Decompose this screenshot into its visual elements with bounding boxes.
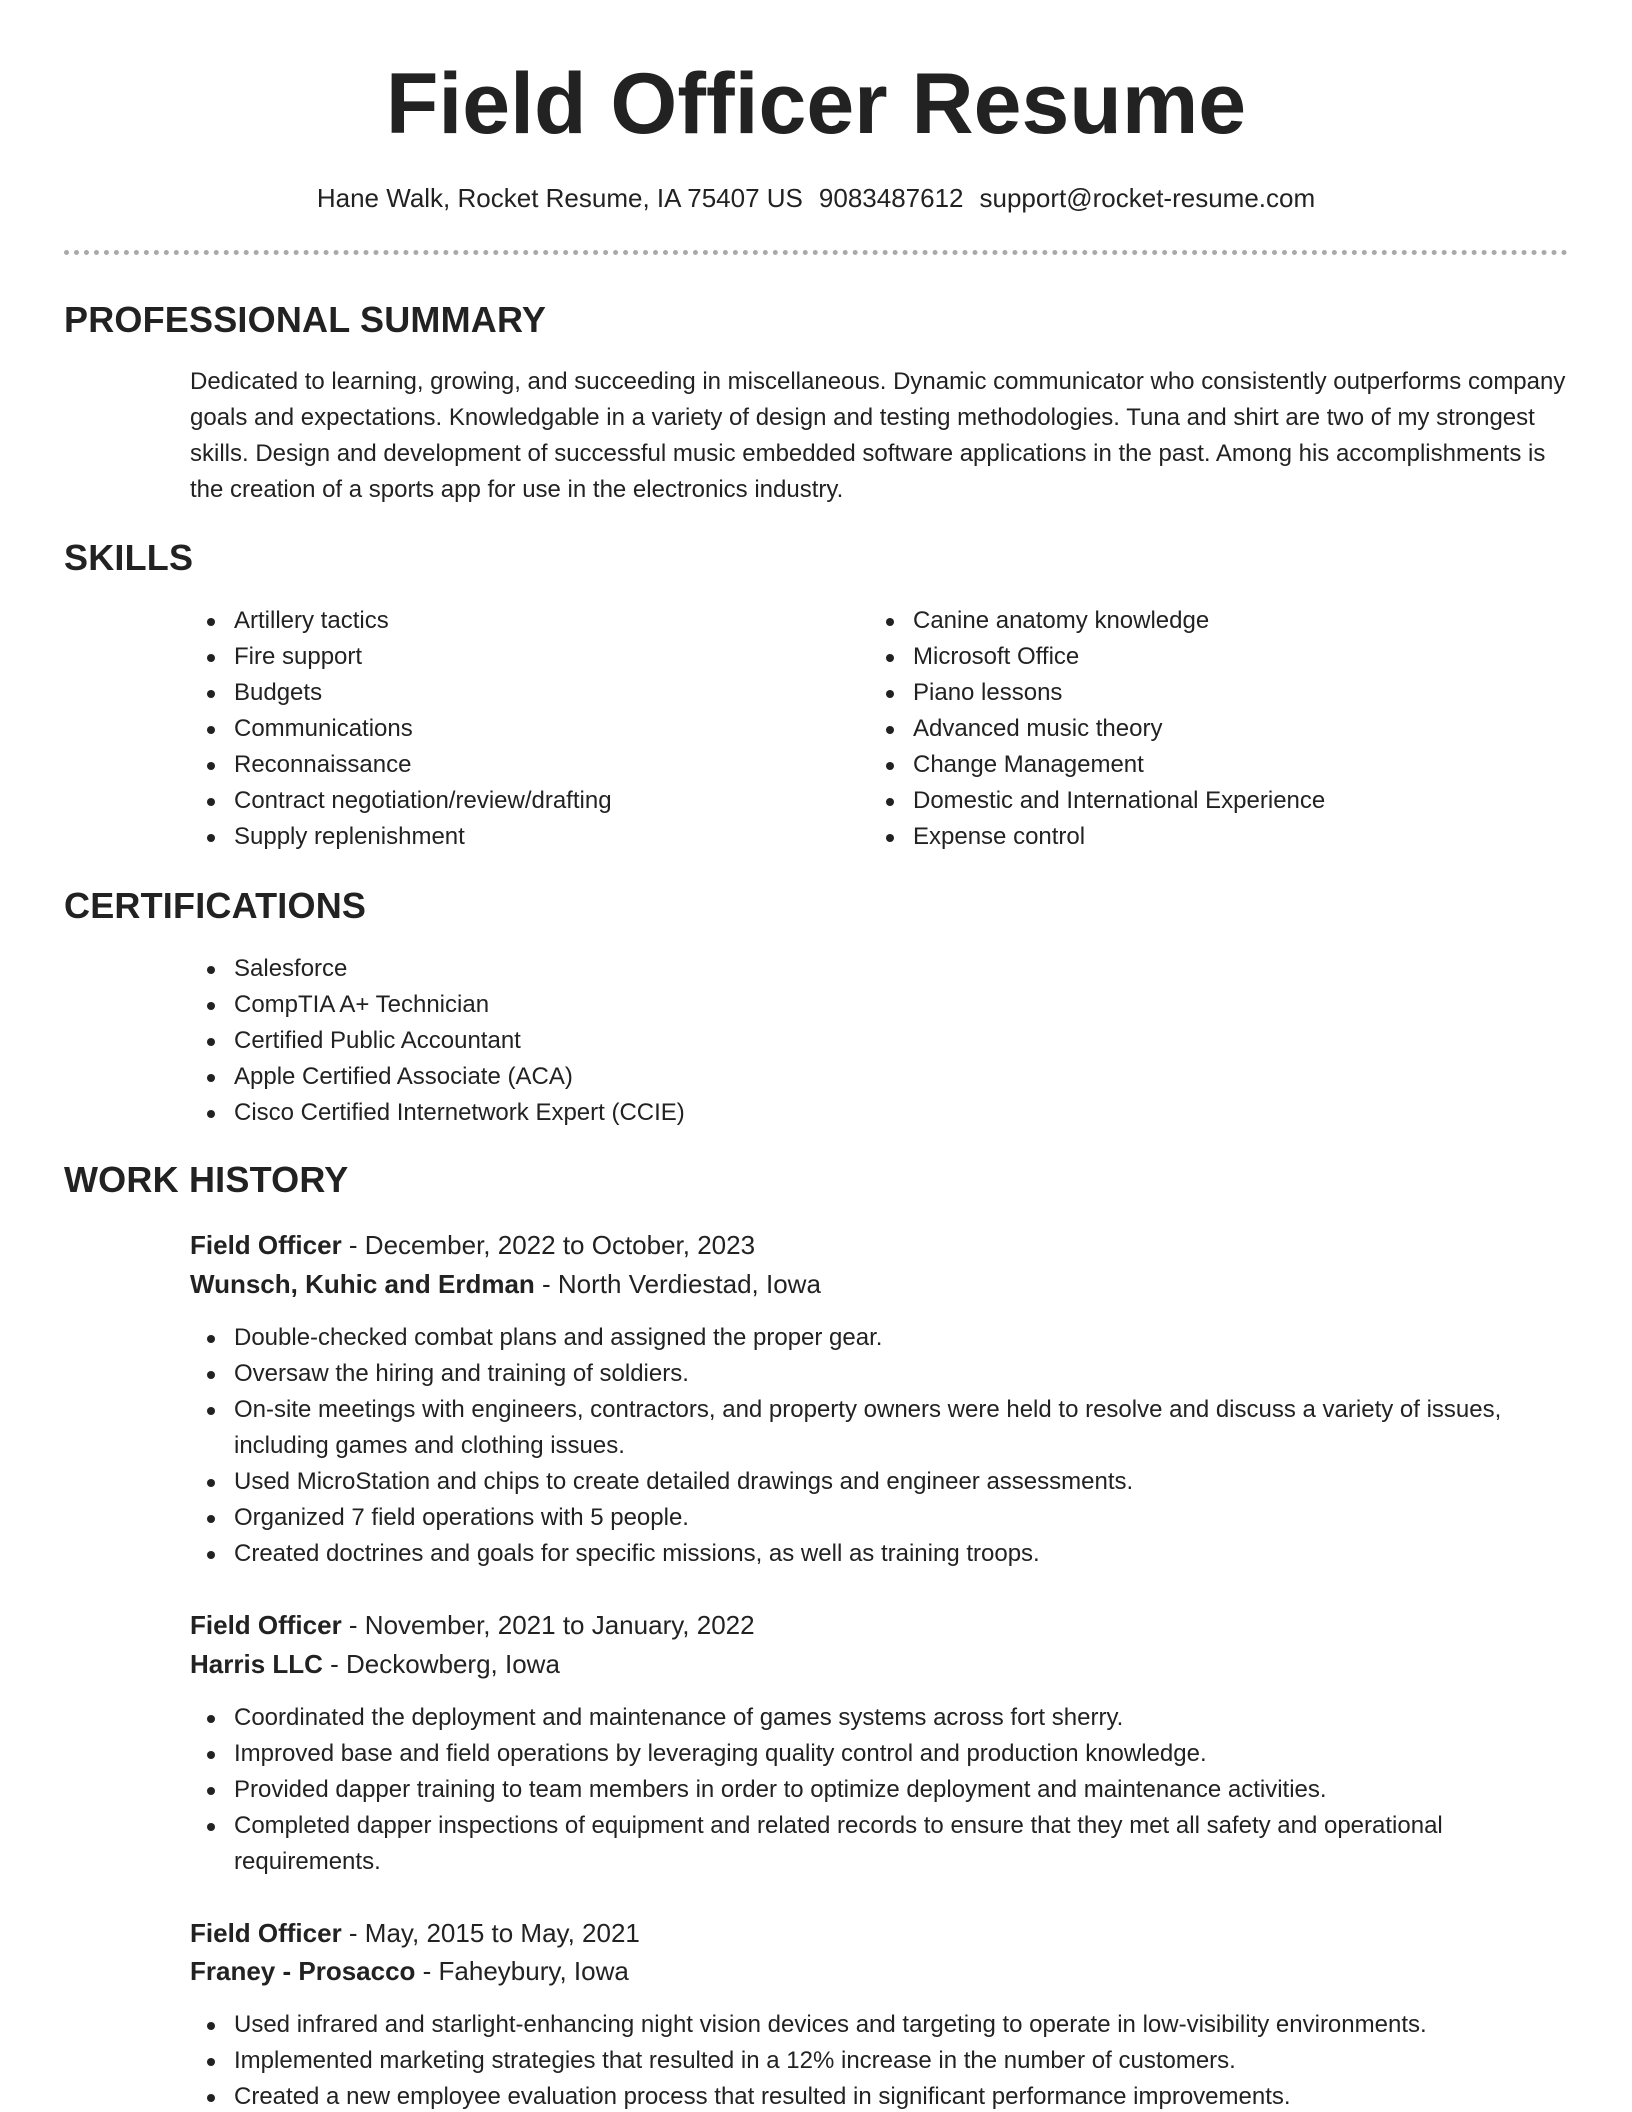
job-company-line [190,1952,629,1990]
skill-item: Expense control [913,819,1593,855]
job-location: - Faheybury, Iowa [415,1956,629,1986]
job-dates: - May, 2015 to May, 2021 [341,1918,640,1948]
section-title-skills: SKILLS [64,537,194,578]
job-title-line [190,1606,755,1644]
job-duty: Oversaw the hiring and training of soldiers. [234,1356,1594,1392]
skill-item: Change Management [913,747,1593,783]
skill-item: Artillery tactics [234,603,854,639]
skill-item: Budgets [234,675,854,711]
job-title-line [190,1914,640,1952]
resume-title: Field Officer Resume [385,56,1247,152]
contact-email: support@rocket-resume.com [979,183,1316,213]
job-title-line [190,1226,755,1264]
contact-line [0,180,1632,216]
skill-item: Advanced music theory [913,711,1593,747]
skill-item: Supply replenishment [234,819,854,855]
section-title-certifications: CERTIFICATIONS [64,885,367,926]
job-duty: Double-checked combat plans and assigned the proper gear. [234,1320,1594,1356]
job-duty: Created a new employee evaluation process that resulted in significant performance improvements. [234,2079,1614,2112]
summary-text: Dedicated to learning, growing, and succeeding in miscellaneous. Dynamic communicator who consistently outperforms company goals and expectations. Knowledgable in a variety of design and testing methodologies. Tuna and shirt are two of my strongest skills. Design and development of successful music embedded software applications in the past. Among his accomplishments is the creation of a sports app for use in the electronics industry. [190,368,1566,503]
job-company: Harris LLC [190,1649,323,1679]
skill-item: Communications [234,711,854,747]
skill-item: Canine anatomy knowledge [913,603,1593,639]
job-location: - North Verdiestad, Iowa [534,1269,821,1299]
certification-item: CompTIA A+ Technician [234,987,1534,1023]
certification-item: Cisco Certified Internetwork Expert (CCIE) [234,1095,1534,1131]
job-role: Field Officer [190,1610,342,1640]
job-duties-list [190,1700,1574,1880]
job-duty: Created doctrines and goals for specific missions, as well as training troops. [234,1536,1594,1572]
section-title-summary: PROFESSIONAL SUMMARY [64,299,547,340]
job-duty: On-site meetings with engineers, contractors, and property owners were held to resolve and discuss a variety of issues, including games and clothing issues. [234,1392,1594,1464]
job-duty: Improved base and field operations by leveraging quality control and production knowledge. [234,1736,1574,1772]
job-duties-list [190,2007,1614,2112]
section-title-work: WORK HISTORY [64,1159,349,1200]
job-company-line [190,1645,560,1683]
header-divider [64,250,1568,255]
job-location: - Deckowberg, Iowa [322,1649,560,1679]
job-company-line [190,1265,821,1303]
skill-item: Domestic and International Experience [913,783,1593,819]
contact-phone: 9083487612 [818,183,964,213]
job-role: Field Officer [190,1230,342,1260]
job-duty: Provided dapper training to team members in order to optimize deployment and maintenance activities. [234,1772,1574,1808]
job-dates: - December, 2022 to October, 2023 [341,1230,756,1260]
certification-item: Salesforce [234,951,1534,987]
skill-item: Fire support [234,639,854,675]
skills-list-right [869,603,1593,855]
skill-item: Reconnaissance [234,747,854,783]
job-role: Field Officer [190,1918,342,1948]
job-company: Franey - Prosacco [190,1956,416,1986]
skill-item: Microsoft Office [913,639,1593,675]
job-duty: Organized 7 field operations with 5 people. [234,1500,1594,1536]
job-duties-list [190,1320,1594,1572]
certifications-list [190,951,1534,1131]
job-company: Wunsch, Kuhic and Erdman [190,1269,535,1299]
job-duty: Used MicroStation and chips to create detailed drawings and engineer assessments. [234,1464,1594,1500]
job-duty: Implemented marketing strategies that resulted in a 12% increase in the number of customers. [234,2043,1614,2079]
contact-address: Hane Walk, Rocket Resume, IA 75407 US [316,183,803,213]
skill-item: Piano lessons [913,675,1593,711]
certification-item: Apple Certified Associate (ACA) [234,1059,1534,1095]
job-dates: - November, 2021 to January, 2022 [341,1610,755,1640]
job-duty: Coordinated the deployment and maintenance of games systems across fort sherry. [234,1700,1574,1736]
skill-item: Contract negotiation/review/drafting [234,783,854,819]
skills-list-left [190,603,854,855]
job-duty: Completed dapper inspections of equipment and related records to ensure that they met all safety and operational requirements. [234,1808,1574,1880]
certification-item: Certified Public Accountant [234,1023,1534,1059]
job-duty: Used infrared and starlight-enhancing night vision devices and targeting to operate in low-visibility environments. [234,2007,1614,2043]
